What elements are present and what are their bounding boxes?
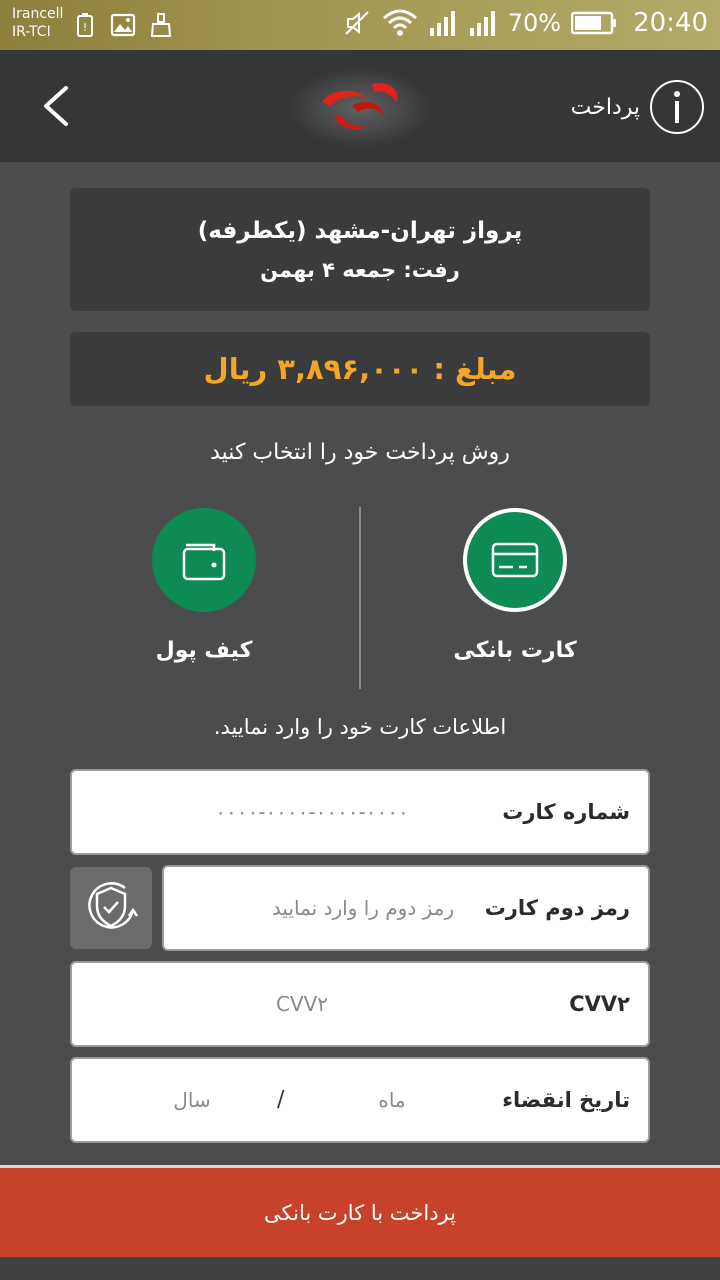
bank-card-label: کارت بانکی — [453, 638, 577, 663]
amount-card — [70, 332, 650, 406]
wallet-method[interactable] — [104, 508, 304, 663]
battery-icon — [571, 10, 617, 36]
card-number-field[interactable] — [70, 769, 650, 855]
mute-icon — [342, 8, 372, 38]
airline-logo — [290, 68, 430, 148]
pay-button-label: پرداخت با کارت بانکی — [264, 1200, 456, 1225]
wallet-circle — [152, 508, 256, 612]
clock: 20:40 — [633, 8, 708, 38]
system-icons — [342, 8, 708, 38]
signal-icon-2 — [468, 8, 498, 38]
shield-refresh-icon — [79, 876, 143, 940]
wallet-label: کیف پول — [155, 638, 253, 663]
payment-method-prompt: روش پرداخت خود را انتخاب کنید — [210, 440, 510, 465]
cvv2-input[interactable] — [232, 992, 372, 1016]
status-bar — [0, 0, 720, 50]
cvv2-field[interactable] — [70, 961, 650, 1047]
notification-icons — [72, 12, 174, 38]
pay-with-bank-card-button[interactable] — [0, 1165, 720, 1257]
expiry-month-input[interactable] — [347, 1088, 437, 1112]
card-pin-field[interactable] — [162, 865, 650, 951]
cleaner-icon — [148, 12, 174, 38]
expiry-field — [70, 1057, 650, 1143]
svg-text:!: ! — [82, 21, 88, 34]
payment-methods — [0, 505, 720, 690]
payment-amount: مبلغ : ۳,۸۹۶,۰۰۰ ریال — [203, 352, 517, 386]
card-number-label: شماره کارت — [502, 800, 630, 824]
card-pin-label: رمز دوم کارت — [484, 896, 630, 920]
airline-logo-icon — [312, 76, 408, 140]
signal-icon-1 — [428, 8, 458, 38]
card-info-prompt: اطلاعات کارت خود را وارد نمایید. — [213, 715, 507, 739]
info-icon — [650, 80, 704, 134]
chevron-left-icon — [38, 84, 72, 128]
wifi-icon — [382, 8, 418, 38]
bank-card-circle — [463, 508, 567, 612]
battery-alert-icon — [72, 12, 98, 38]
wallet-icon — [180, 537, 228, 583]
flight-route: پرواز تهران-مشهد (یکطرفه) — [197, 217, 523, 244]
flight-summary-card — [70, 188, 650, 311]
expiry-year-input[interactable] — [142, 1088, 242, 1112]
bank-card-method[interactable] — [415, 508, 615, 663]
dynamic-pin-button[interactable] — [70, 867, 152, 949]
expiry-label: تاریخ انقضاء — [502, 1088, 630, 1112]
carrier-name: Irancell IR-TCI — [12, 6, 64, 40]
cvv2-label: CVV۲ — [569, 992, 630, 1016]
card-number-input[interactable] — [132, 800, 492, 824]
credit-card-icon — [491, 540, 539, 580]
bottom-strip — [0, 1257, 720, 1280]
image-icon — [110, 12, 136, 38]
app-header — [0, 50, 720, 162]
expiry-separator: / — [277, 1087, 285, 1113]
card-pin-input[interactable] — [214, 896, 454, 920]
method-divider — [359, 507, 361, 689]
page-title: پرداخت — [570, 94, 640, 120]
back-button[interactable] — [30, 80, 80, 132]
flight-date: رفت: جمعه ۴ بهمن — [260, 257, 460, 282]
info-button[interactable] — [571, 80, 704, 134]
battery-percent: 70% — [507, 9, 562, 37]
